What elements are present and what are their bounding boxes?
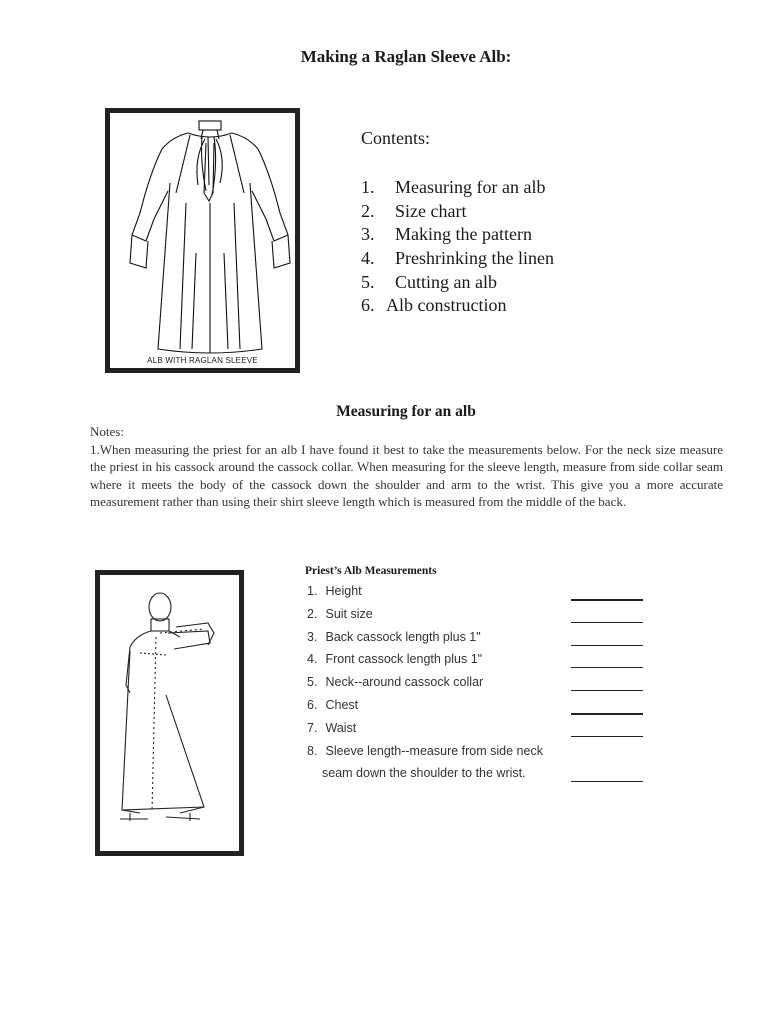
alb-illustration-frame [105,108,300,373]
contents-item-number: 3. [361,224,375,245]
contents-item [361,271,554,295]
contents-item-label: Making the pattern [395,224,532,245]
measurement-number: 7. [307,720,318,735]
alb-illustration-caption: ALB WITH RAGLAN SLEEVE [147,356,258,365]
measurement-number: 6. [307,697,318,712]
measurement-label: Suit size [325,606,373,621]
note-paragraph: 1.When measuring the priest for an alb I have found it best to take the measurements below. For the neck size measure the priest in his cassock around the cassock collar. When measuring for the sleeve length, measure from side collar seam where it meets the body of the cassock down the shoulder and arm to the wrist. This give you a more accurate measurement rather than using their shirt sleeve length which is measured from the middle of the back. [90,441,723,510]
contents-item-label: Alb construction [386,295,507,316]
measurement-blank-line [571,622,643,623]
measurement-item [307,650,647,673]
contents-item-number: 2. [361,200,375,221]
measurements-list [307,582,647,787]
contents-item-number: 6. [361,295,375,316]
measurement-continuation: seam down the shoulder to the wrist. [322,766,526,781]
contents-item-label: Measuring for an alb [395,177,546,197]
measurement-number: 8. [307,743,318,758]
measurement-blank-line [571,690,643,691]
contents-item-label: Preshrinking the linen [395,248,554,269]
measurement-item [307,673,647,696]
measurement-blank-line [571,781,643,782]
measurement-blank-line [571,713,643,715]
contents-item-number: 5. [361,271,375,292]
measurement-label: Back cassock length plus 1" [325,629,481,644]
notes-label: Notes: [90,424,124,439]
contents-item-label: Cutting an alb [395,271,497,292]
contents-item [361,223,554,247]
measurement-label: Waist [325,720,357,735]
contents-item [361,176,554,200]
contents-item [361,294,554,318]
measurement-blank-line [571,645,643,646]
document-title: Making a Raglan Sleeve Alb: [300,47,512,66]
measurement-label: Front cassock length plus 1" [325,652,483,667]
measuring-sketch-frame [95,570,244,856]
measurement-label: Sleeve length--measure from side neck [325,743,543,758]
alb-raglan-sleeve-drawing [110,113,295,368]
measurement-label: Chest [325,697,359,712]
section-heading: Measuring for an alb [336,403,476,420]
measurement-blank-line [571,599,643,601]
measurement-number: 1. [307,584,318,598]
notes-block [90,423,723,511]
contents-item-label: Size chart [395,200,467,221]
priest-measuring-sketch [100,575,239,851]
measurement-number: 5. [307,675,318,690]
contents-item-number: 1. [361,177,375,197]
measurement-label: Height [325,584,362,598]
measurement-blank-line [571,667,643,668]
measurement-item [307,628,647,651]
measurement-item [307,696,647,719]
contents-list [361,176,554,318]
measurements-title: Priest’s Alb Measurements [305,565,437,577]
measurement-item-continuation [307,764,647,787]
contents-item-number: 4. [361,248,375,269]
measurement-item [307,582,647,605]
measurement-item [307,742,647,765]
measurement-item [307,605,647,628]
contents-heading: Contents: [361,128,431,148]
measurement-number: 3. [307,629,318,644]
measurement-number: 4. [307,652,318,667]
measurement-blank-line [571,736,643,737]
measurement-number: 2. [307,606,318,621]
contents-item [361,247,554,271]
contents-item [361,200,554,224]
measurement-item [307,719,647,742]
measurement-label: Neck--around cassock collar [325,675,484,690]
